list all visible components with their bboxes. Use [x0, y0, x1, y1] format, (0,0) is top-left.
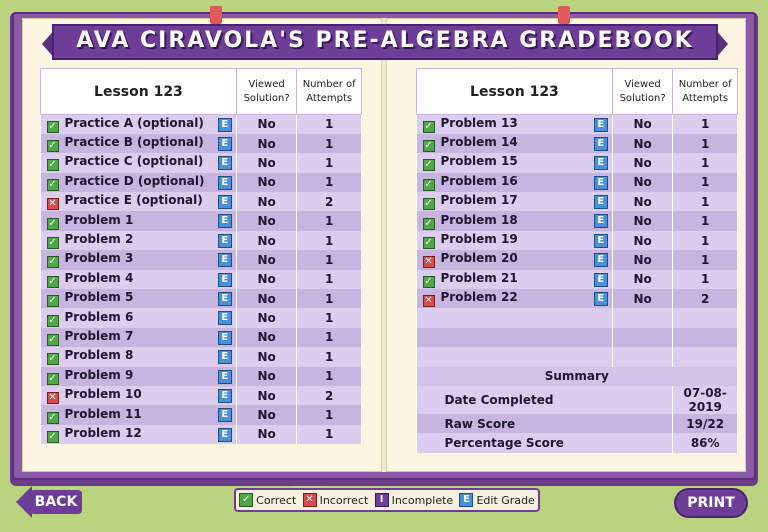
problem-name[interactable]: Practice E (optional) [64, 193, 203, 208]
back-button-label: BACK [30, 490, 82, 514]
problem-name[interactable]: Practice B (optional) [64, 135, 204, 150]
edit-grade-icon[interactable]: E [594, 195, 608, 209]
attempts-value: 1 [297, 289, 362, 308]
viewed-solution-value: No [236, 289, 297, 308]
problem-cell [417, 115, 613, 134]
empty-row [417, 308, 738, 327]
table-row [417, 231, 738, 250]
problem-name[interactable]: Problem 19 [440, 232, 518, 247]
viewed-solution-value: No [612, 115, 673, 134]
summary-raw-score-row [417, 414, 738, 433]
attempts-value: 1 [673, 250, 738, 269]
empty-row [417, 347, 738, 366]
table-row [41, 153, 362, 172]
correct-check-icon: ✓ [48, 217, 57, 229]
problem-cell [417, 231, 613, 250]
attempts-value: 1 [673, 192, 738, 211]
empty-cell [673, 347, 738, 366]
viewed-solution-value: No [236, 405, 297, 424]
problem-cell [417, 289, 613, 308]
table-row [41, 386, 362, 405]
bookmark-right [558, 6, 570, 24]
attempts-value: 1 [297, 173, 362, 192]
attempts-value: 2 [297, 386, 362, 405]
attempts-value: 1 [673, 134, 738, 153]
correct-check-icon: ✓ [424, 198, 433, 210]
problem-name[interactable]: Problem 21 [440, 270, 518, 285]
edit-grade-icon[interactable]: E [218, 389, 232, 403]
table-row [41, 134, 362, 153]
attempts-value: 1 [297, 231, 362, 250]
problem-cell [41, 270, 237, 289]
incomplete-icon: I [375, 493, 389, 507]
table-row [417, 115, 738, 134]
table-row [41, 405, 362, 424]
correct-check-icon: ✓ [48, 275, 57, 287]
problem-name[interactable]: Problem 6 [64, 309, 134, 324]
viewed-solution-value: No [612, 211, 673, 230]
viewed-solution-value: No [236, 386, 297, 405]
problem-cell [417, 270, 613, 289]
correct-check-icon: ✓ [239, 493, 253, 507]
correct-check-icon: ✓ [48, 256, 57, 268]
problem-cell [41, 115, 237, 134]
table-row [41, 211, 362, 230]
edit-grade-icon[interactable]: E [218, 156, 232, 170]
correct-check-icon: ✓ [424, 159, 433, 171]
empty-cell [417, 308, 613, 327]
viewed-solution-value: No [236, 270, 297, 289]
legend-incomplete [375, 493, 454, 507]
problem-name[interactable]: Problem 11 [64, 406, 142, 421]
viewed-solution-value: No [236, 308, 297, 327]
correct-check-icon: ✓ [48, 159, 57, 171]
attempts-value: 1 [297, 115, 362, 134]
attempts-value: 1 [673, 211, 738, 230]
table-row [41, 115, 362, 134]
attempts-value: 1 [297, 328, 362, 347]
correct-check-icon: ✓ [48, 237, 57, 249]
problem-name[interactable]: Practice C (optional) [64, 154, 204, 169]
edit-grade-icon: E [459, 493, 473, 507]
edit-grade-icon[interactable]: E [218, 331, 232, 345]
viewed-solution-value: No [236, 153, 297, 172]
edit-grade-icon[interactable]: E [218, 273, 232, 287]
problem-cell [41, 308, 237, 327]
problem-cell [41, 250, 237, 269]
legend-correct [239, 493, 296, 507]
attempts-header: Number of Attempts [297, 69, 362, 115]
problem-name[interactable]: Problem 4 [64, 270, 134, 285]
summary-label: Date Completed [417, 386, 673, 414]
incorrect-x-icon: ✕ [424, 295, 433, 307]
correct-check-icon: ✓ [424, 217, 433, 229]
edit-grade-icon[interactable]: E [594, 176, 608, 190]
problem-name[interactable]: Problem 20 [440, 251, 518, 266]
attempts-value: 1 [297, 270, 362, 289]
table-row [41, 270, 362, 289]
bookmark-left [210, 6, 222, 24]
viewed-solution-header: Viewed Solution? [612, 69, 673, 115]
table-row [41, 328, 362, 347]
edit-grade-icon[interactable]: E [218, 292, 232, 306]
gradebook-table-left [40, 68, 362, 444]
problem-name[interactable]: Problem 3 [64, 251, 134, 266]
legend-incorrect-label: Incorrect [319, 493, 369, 507]
incorrect-x-icon: ✕ [48, 392, 57, 404]
viewed-solution-value: No [612, 192, 673, 211]
table-row [417, 289, 738, 308]
problem-cell [41, 405, 237, 424]
edit-grade-icon[interactable]: E [218, 195, 232, 209]
edit-grade-icon[interactable]: E [218, 253, 232, 267]
viewed-solution-value: No [236, 211, 297, 230]
empty-cell [417, 328, 613, 347]
viewed-solution-value: No [612, 153, 673, 172]
problem-cell [41, 173, 237, 192]
table-row [41, 425, 362, 444]
edit-grade-icon[interactable]: E [594, 253, 608, 267]
problem-cell [417, 211, 613, 230]
legend-incomplete-label: Incomplete [391, 493, 454, 507]
title-banner [42, 24, 728, 60]
summary-percentage-row [417, 433, 738, 452]
gradebook-table-right [416, 68, 738, 453]
problem-name[interactable]: Problem 5 [64, 290, 134, 305]
edit-grade-icon[interactable]: E [594, 118, 608, 132]
incorrect-x-icon: ✕ [424, 256, 433, 268]
table-header [41, 69, 362, 115]
problem-cell [41, 192, 237, 211]
viewed-solution-header: Viewed Solution? [236, 69, 297, 115]
empty-cell [612, 308, 673, 327]
legend-correct-label: Correct [256, 493, 297, 507]
edit-grade-icon[interactable]: E [218, 408, 232, 422]
table-row [41, 231, 362, 250]
edit-grade-icon[interactable]: E [218, 311, 232, 325]
edit-grade-icon[interactable]: E [594, 273, 608, 287]
edit-grade-icon[interactable]: E [218, 118, 232, 132]
legend-edit [459, 493, 534, 507]
correct-check-icon: ✓ [424, 178, 433, 190]
table-row [417, 134, 738, 153]
problem-cell [417, 192, 613, 211]
problem-name[interactable]: Problem 14 [440, 135, 518, 150]
edit-grade-icon[interactable]: E [594, 137, 608, 151]
edit-grade-icon[interactable]: E [594, 234, 608, 248]
problem-name[interactable]: Problem 17 [440, 193, 518, 208]
summary-label: Raw Score [417, 414, 673, 433]
correct-check-icon: ✓ [424, 275, 433, 287]
problem-cell [41, 347, 237, 366]
table-row [41, 289, 362, 308]
attempts-value: 1 [673, 173, 738, 192]
correct-check-icon: ✓ [48, 411, 57, 423]
edit-grade-icon[interactable]: E [218, 214, 232, 228]
table-row [417, 173, 738, 192]
problem-cell [417, 134, 613, 153]
problem-name[interactable]: Problem 12 [64, 425, 142, 440]
viewed-solution-value: No [236, 250, 297, 269]
problem-name[interactable]: Problem 15 [440, 154, 518, 169]
table-row [417, 153, 738, 172]
correct-check-icon: ✓ [48, 372, 57, 384]
summary-value: 86% [673, 433, 738, 452]
summary-title: Summary [417, 367, 738, 386]
edit-grade-icon[interactable]: E [594, 214, 608, 228]
summary-value: 19/22 [673, 414, 738, 433]
attempts-value: 1 [297, 367, 362, 386]
attempts-value: 1 [673, 231, 738, 250]
summary-value: 07-08-2019 [673, 386, 738, 414]
viewed-solution-value: No [612, 289, 673, 308]
viewed-solution-value: No [236, 425, 297, 444]
problem-cell [417, 250, 613, 269]
incorrect-x-icon: ✕ [303, 493, 317, 507]
problem-cell [41, 153, 237, 172]
correct-check-icon: ✓ [48, 178, 57, 190]
legend-incorrect [303, 493, 369, 507]
incorrect-x-icon: ✕ [48, 198, 57, 210]
attempts-value: 1 [673, 153, 738, 172]
edit-grade-icon[interactable]: E [218, 428, 232, 442]
lesson-header: Lesson 123 [41, 69, 237, 115]
viewed-solution-value: No [236, 328, 297, 347]
summary-date-row [417, 386, 738, 414]
problem-name[interactable]: Problem 7 [64, 328, 134, 343]
edit-grade-icon[interactable]: E [218, 370, 232, 384]
lesson-header: Lesson 123 [417, 69, 613, 115]
correct-check-icon: ✓ [48, 333, 57, 345]
table-row [41, 250, 362, 269]
summary-label: Percentage Score [417, 433, 673, 452]
problem-name[interactable]: Problem 16 [440, 173, 518, 188]
attempts-value: 2 [297, 192, 362, 211]
problem-name[interactable]: Practice A (optional) [64, 115, 204, 130]
problem-cell [41, 211, 237, 230]
attempts-header: Number of Attempts [673, 69, 738, 115]
viewed-solution-value: No [612, 231, 673, 250]
attempts-value: 1 [297, 425, 362, 444]
correct-check-icon: ✓ [48, 314, 57, 326]
edit-grade-icon[interactable]: E [218, 234, 232, 248]
problem-name[interactable]: Problem 22 [440, 290, 518, 305]
table-row [41, 173, 362, 192]
table-row [41, 308, 362, 327]
viewed-solution-value: No [236, 192, 297, 211]
correct-check-icon: ✓ [48, 430, 57, 442]
edit-grade-icon[interactable]: E [594, 156, 608, 170]
legend-edit-label: Edit Grade [476, 493, 535, 507]
problem-cell [41, 134, 237, 153]
table-row [417, 192, 738, 211]
table-header [417, 69, 738, 115]
viewed-solution-value: No [236, 347, 297, 366]
problem-cell [417, 173, 613, 192]
problem-cell [41, 386, 237, 405]
empty-cell [612, 347, 673, 366]
correct-check-icon: ✓ [424, 237, 433, 249]
problem-name[interactable]: Problem 1 [64, 212, 134, 227]
summary-header-row [417, 367, 738, 386]
problem-cell [41, 367, 237, 386]
table-row [41, 347, 362, 366]
page-title: AVA CIRAVOLA'S PRE-ALGEBRA GRADEBOOK [76, 28, 694, 53]
viewed-solution-value: No [612, 250, 673, 269]
table-row [417, 270, 738, 289]
correct-check-icon: ✓ [424, 120, 433, 132]
problem-name[interactable]: Problem 8 [64, 348, 134, 363]
problem-name[interactable]: Problem 10 [64, 387, 142, 402]
viewed-solution-value: No [612, 134, 673, 153]
attempts-value: 1 [673, 270, 738, 289]
problem-cell [41, 328, 237, 347]
correct-check-icon: ✓ [48, 120, 57, 132]
viewed-solution-value: No [236, 231, 297, 250]
correct-check-icon: ✓ [48, 295, 57, 307]
problem-name[interactable]: Problem 13 [440, 115, 518, 130]
correct-check-icon: ✓ [48, 140, 57, 152]
correct-check-icon: ✓ [424, 140, 433, 152]
problem-cell [417, 153, 613, 172]
problem-cell [41, 425, 237, 444]
edit-grade-icon[interactable]: E [218, 350, 232, 364]
empty-cell [673, 308, 738, 327]
attempts-value: 1 [673, 115, 738, 134]
attempts-value: 1 [297, 347, 362, 366]
problem-name[interactable]: Problem 9 [64, 367, 134, 382]
problem-cell [41, 231, 237, 250]
viewed-solution-value: No [236, 115, 297, 134]
viewed-solution-value: No [612, 173, 673, 192]
back-button[interactable] [16, 486, 80, 518]
legend [234, 488, 540, 512]
problem-name[interactable]: Problem 18 [440, 212, 518, 227]
table-row [417, 211, 738, 230]
print-button[interactable]: PRINT [674, 488, 748, 518]
table-row [41, 367, 362, 386]
attempts-value: 2 [673, 289, 738, 308]
attempts-value: 1 [297, 405, 362, 424]
empty-cell [417, 347, 613, 366]
viewed-solution-value: No [236, 367, 297, 386]
attempts-value: 1 [297, 308, 362, 327]
problem-name[interactable]: Practice D (optional) [64, 173, 205, 188]
edit-grade-icon[interactable]: E [218, 137, 232, 151]
problem-name[interactable]: Problem 2 [64, 232, 134, 247]
edit-grade-icon[interactable]: E [594, 292, 608, 306]
empty-cell [612, 328, 673, 347]
table-row [417, 250, 738, 269]
attempts-value: 1 [297, 153, 362, 172]
empty-row [417, 328, 738, 347]
correct-check-icon: ✓ [48, 353, 57, 365]
empty-cell [673, 328, 738, 347]
book-spine [381, 18, 387, 472]
table-row [41, 192, 362, 211]
viewed-solution-value: No [236, 173, 297, 192]
attempts-value: 1 [297, 134, 362, 153]
edit-grade-icon[interactable]: E [218, 176, 232, 190]
attempts-value: 1 [297, 250, 362, 269]
problem-cell [41, 289, 237, 308]
viewed-solution-value: No [612, 270, 673, 289]
viewed-solution-value: No [236, 134, 297, 153]
attempts-value: 1 [297, 211, 362, 230]
